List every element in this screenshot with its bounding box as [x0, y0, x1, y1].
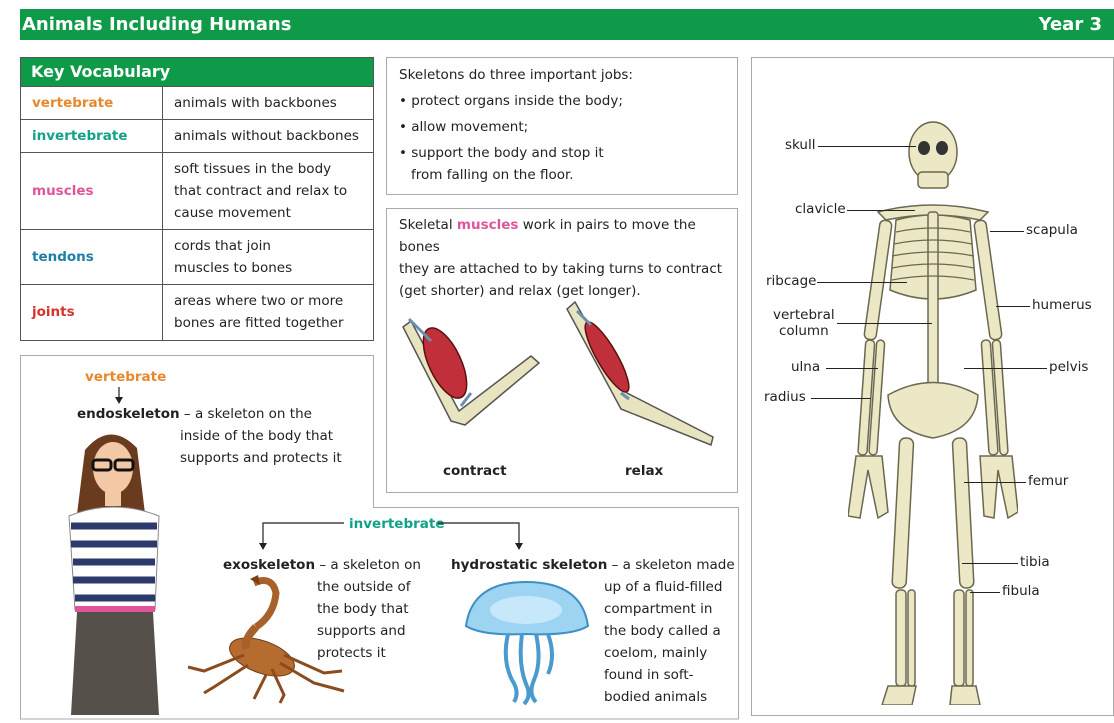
leader-line: [817, 282, 907, 283]
vocab-def-line: cords that join: [174, 238, 271, 254]
endoskeleton-term: endoskeleton: [77, 406, 180, 422]
hydro-line: [451, 554, 741, 576]
jobs-item-text: allow movement;: [411, 119, 529, 135]
jobs-item: • protect organs inside the body;: [399, 93, 623, 109]
vocab-def-line: animals with backbones: [174, 95, 337, 111]
label-clavicle: clavicle: [795, 201, 846, 217]
endo-text: – a skeleton on the: [179, 406, 312, 422]
leader-line: [964, 482, 1026, 483]
vocab-def-line: muscles to bones: [174, 260, 293, 276]
contract-label: contract: [443, 463, 507, 479]
label-skull: skull: [785, 137, 816, 153]
leader-line: [962, 563, 1018, 564]
leader-line: [996, 306, 1030, 307]
vocab-def-line: bones are fitted together: [174, 315, 344, 332]
girl-illustration: [55, 420, 175, 715]
label-vertebral-line: column: [778, 323, 829, 339]
vocab-def: [163, 285, 374, 340]
label-fibula: fibula: [1002, 583, 1040, 599]
vocab-term: invertebrate: [21, 120, 163, 153]
label-vertebral-line: vertebral: [773, 307, 835, 323]
invertebrate-branch-arrows: [258, 517, 528, 551]
endo-text: inside of the body that: [180, 428, 334, 444]
leader-line: [837, 323, 932, 324]
vocab-term: tendons: [21, 230, 163, 285]
invertebrate-label: invertebrate: [349, 516, 445, 532]
header-bar: [20, 9, 1114, 40]
vocab-row: [21, 87, 373, 120]
jellyfish-illustration: [462, 580, 592, 705]
scorpion-illustration: [184, 575, 349, 705]
jobs-intro: Skeletons do three important jobs:: [399, 67, 633, 83]
hydro-text: coelom, mainly: [604, 645, 708, 661]
jobs-item-text: protect organs inside the body;: [411, 93, 623, 109]
exo-text: the outside of: [317, 579, 411, 595]
jobs-item: • allow movement;: [399, 119, 529, 135]
vocab-def: [163, 120, 374, 153]
label-ulna: ulna: [791, 359, 821, 375]
human-skeleton-illustration: [848, 120, 1018, 705]
label-femur: femur: [1028, 473, 1069, 489]
leader-line: [964, 368, 1047, 369]
jobs-item-text: support the body and stop it: [411, 145, 604, 161]
muscles-line: (get shorter) and relax (get longer).: [399, 283, 641, 299]
vocab-def: [163, 153, 374, 230]
vocab-def: [163, 230, 374, 285]
muscles-line: they are attached to by taking turns to contract: [399, 261, 723, 277]
hydro-text: compartment in: [604, 601, 713, 617]
jobs-item-cont: from falling on the floor.: [411, 167, 574, 183]
exo-text: supports and: [317, 623, 406, 639]
vocab-row: [21, 153, 373, 230]
muscles-keyword: muscles: [456, 217, 519, 233]
label-tibia: tibia: [1020, 554, 1050, 570]
leader-line: [990, 231, 1024, 232]
hydro-text: up of a fluid-filled: [604, 579, 723, 595]
year-label: Year 3: [1038, 14, 1102, 35]
label-pelvis: pelvis: [1049, 359, 1089, 375]
endo-text: supports and protects it: [180, 450, 342, 466]
vocab-row: [21, 230, 373, 285]
vertebrate-label: vertebrate: [85, 369, 167, 385]
vocab-def-line: cause movement: [174, 205, 291, 221]
skeleton-jobs-box: [386, 57, 738, 195]
exo-text: – a skeleton on: [315, 557, 421, 573]
skeleton-diagram-box: [751, 57, 1114, 716]
vocab-def-line: animals without backbones: [174, 128, 359, 144]
label-radius: radius: [764, 389, 806, 405]
relax-label: relax: [625, 463, 664, 479]
vocab-term: muscles: [21, 153, 163, 230]
label-vertebral-column: [773, 307, 835, 339]
page-title: Animals Including Humans: [22, 14, 292, 35]
muscles-line: [399, 214, 734, 258]
muscles-text: [399, 214, 734, 302]
hydro-text: the body called a: [604, 623, 721, 639]
vocab-term: vertebrate: [21, 87, 163, 120]
vocab-title: Key Vocabulary: [21, 58, 373, 86]
hydrostatic-term: hydrostatic skeleton: [451, 557, 608, 573]
leader-line: [847, 210, 915, 211]
hydro-text: bodied animals: [604, 689, 708, 705]
hydro-text: – a skeleton made: [607, 557, 735, 573]
exo-line: [223, 554, 423, 576]
jobs-item: • support the body and stop it: [399, 145, 604, 161]
label-humerus: humerus: [1032, 297, 1092, 313]
exoskeleton-term: exoskeleton: [223, 557, 316, 573]
label-ribcage: ribcage: [766, 273, 817, 289]
exo-text: protects it: [317, 645, 386, 661]
vocab-row: [21, 120, 373, 153]
leader-line: [826, 368, 878, 369]
label-scapula: scapula: [1026, 222, 1078, 238]
vocab-def-line: that contract and relax to: [174, 183, 348, 199]
key-vocabulary-table: [20, 57, 374, 341]
vocab-def: [163, 87, 374, 120]
vocab-def-line: areas where two or more: [174, 293, 344, 310]
exo-text: the body that: [317, 601, 409, 617]
vocab-row: [21, 285, 373, 340]
muscles-line-pre: Skeletal: [399, 217, 457, 233]
vocab-term: joints: [21, 285, 163, 340]
leader-line: [811, 398, 871, 399]
vocab-def-line: soft tissues in the body: [174, 161, 332, 177]
muscles-line-post: work in pairs to move the bones: [399, 217, 696, 255]
leader-line: [818, 146, 916, 147]
leader-line: [970, 592, 1000, 593]
hydro-text: found in soft-: [604, 667, 694, 683]
